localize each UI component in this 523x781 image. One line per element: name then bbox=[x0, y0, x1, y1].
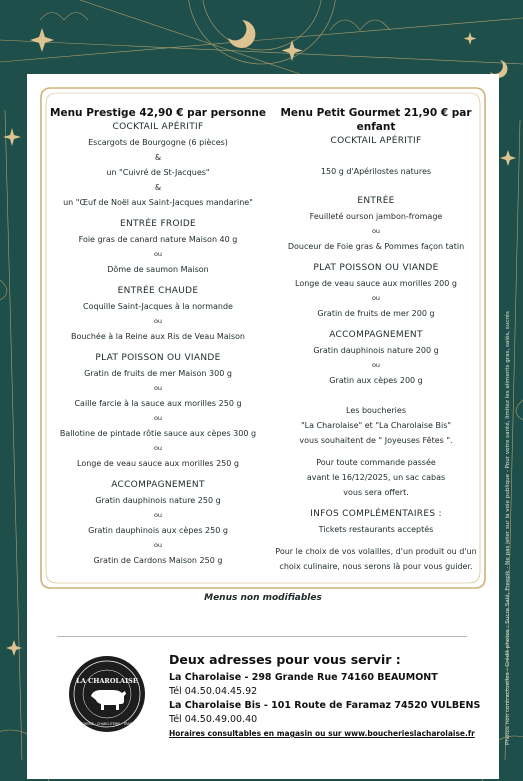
separator: ou bbox=[153, 317, 163, 325]
section-title: PLAT POISSON OU VIANDE bbox=[313, 263, 439, 273]
choice-line: choix culinaire, nous serons là pour vous guider. bbox=[279, 562, 473, 571]
menu-item: Douceur de Foie gras & Pommes façon tatin bbox=[287, 242, 465, 251]
menu-item: Coquille Saint-Jacques à la normande bbox=[83, 302, 233, 311]
separator: ou bbox=[153, 541, 163, 549]
separator: ou bbox=[371, 361, 381, 369]
shop-address: La Charolaise Bis - 101 Route de Faramaz 74520 VULBENS bbox=[169, 700, 481, 711]
menu-item: Caille farcie à la sauce aux morilles 250 g bbox=[74, 399, 242, 408]
menu-item: Gratin aux cèpes 200 g bbox=[329, 376, 423, 385]
section-title: COCKTAIL APÉRITIF bbox=[330, 136, 422, 146]
wishes-line: "La Charolaise" et "La Charolaise Bis" bbox=[300, 421, 452, 430]
menu-item: Gratin de fruits de mer Maison 300 g bbox=[84, 369, 232, 378]
choice-line: Pour le choix de vos volailles, d'un produit ou d'un bbox=[275, 547, 477, 556]
menu-gourmet-column bbox=[265, 106, 487, 574]
separator: ou bbox=[153, 511, 163, 519]
menu-item: Escargots de Bourgogne (6 pièces) bbox=[88, 138, 228, 147]
separator: ou bbox=[153, 384, 163, 392]
menu-item: Gratin dauphinois nature 200 g bbox=[313, 346, 439, 355]
section-title: INFOS COMPLÉMENTAIRES : bbox=[310, 509, 442, 519]
section-title: ACCOMPAGNEMENT bbox=[329, 330, 423, 340]
menu-prestige-title: Menu Prestige 42,90 € par personne bbox=[50, 107, 266, 119]
menu-item: Foie gras de canard nature Maison 40 g bbox=[78, 235, 238, 244]
separator: ou bbox=[153, 414, 163, 422]
separator: & bbox=[154, 153, 162, 162]
address-block bbox=[169, 652, 489, 738]
menu-item: Feuilleté ourson jambon-fromage bbox=[309, 212, 443, 221]
section-title: ENTRÉE bbox=[357, 196, 395, 206]
menu-prestige-column bbox=[47, 106, 269, 568]
menu-item: un "Cuivré de St-Jacques" bbox=[106, 168, 210, 177]
wishes-line: Les boucheries bbox=[346, 406, 406, 415]
wishes-line: vous souhaitent de " Joyeuses Fêtes ". bbox=[299, 436, 453, 445]
separator: ou bbox=[371, 294, 381, 302]
section-title: ACCOMPAGNEMENT bbox=[111, 480, 205, 490]
menu-item: Longe de veau sauce aux morilles 200 g bbox=[295, 279, 457, 288]
shop-phone: Tél 04.50.49.00.40 bbox=[169, 714, 258, 725]
menu-item: Gratin dauphinois aux cèpes 250 g bbox=[88, 526, 228, 535]
shop-phone: Tél 04.50.04.45.92 bbox=[169, 686, 258, 697]
menu-sheet bbox=[27, 74, 499, 779]
menu-item: Ballotine de pintade rôtie sauce aux cèpes 300 g bbox=[59, 429, 257, 438]
menu-item: Bouchée à la Reine aux Ris de Veau Maison bbox=[70, 332, 246, 341]
section-title: COCKTAIL APÉRITIF bbox=[112, 122, 204, 132]
addresses-heading: Deux adresses pour vous servir : bbox=[169, 652, 401, 667]
menu-item: Gratin dauphinois nature 250 g bbox=[95, 496, 221, 505]
promo-line: avant le 16/12/2025, un sac cabas bbox=[306, 473, 446, 482]
menu-item: Gratin de Cardons Maison 250 g bbox=[93, 556, 223, 565]
section-title: ENTRÉE CHAUDE bbox=[117, 286, 199, 296]
separator: ou bbox=[153, 444, 163, 452]
info-line: Tickets restaurants acceptés bbox=[318, 525, 434, 534]
promo-line: Pour toute commande passée bbox=[316, 458, 436, 467]
section-title: ENTRÉE FROIDE bbox=[119, 219, 197, 229]
logo-ring-text: BOUCHERIE · CHARCUTERIE · TRAITEUR bbox=[74, 722, 140, 726]
charolaise-logo bbox=[67, 654, 147, 734]
menu-gourmet-title: Menu Petit Gourmet 21,90 € par enfant bbox=[280, 107, 472, 133]
logo-name: LA CHAROLAISE bbox=[76, 677, 138, 685]
menus-non-modifiables: Menus non modifiables bbox=[204, 593, 322, 603]
menu-item: 150 g d'Apérilostes natures bbox=[320, 167, 432, 176]
menu-item: Gratin de fruits de mer 200 g bbox=[317, 309, 435, 318]
photo-credit: Photos non contractuelles - Crédit photos : Sucre Salé, Freepik - Ne pas jeter sur la voie publique - Pour votre santé, limitez les aliments gras, salés, sucrés bbox=[505, 311, 511, 745]
website-link[interactable]: Horaires consultables en magasin ou sur www.boucherieslacharolaise.fr bbox=[169, 729, 475, 738]
divider bbox=[57, 636, 467, 637]
menu-item: un "Œuf de Noël aux Saint-Jacques mandarine" bbox=[63, 198, 253, 207]
separator: & bbox=[154, 183, 162, 192]
promo-line: vous sera offert. bbox=[343, 488, 409, 497]
section-title: PLAT POISSON OU VIANDE bbox=[95, 353, 221, 363]
menu-item: Dôme de saumon Maison bbox=[107, 265, 209, 274]
shop-address: La Charolaise - 298 Grande Rue 74160 BEAUMONT bbox=[169, 672, 438, 683]
separator: ou bbox=[371, 227, 381, 235]
menu-item: Longe de veau sauce aux morilles 250 g bbox=[77, 459, 239, 468]
separator: ou bbox=[153, 250, 163, 258]
